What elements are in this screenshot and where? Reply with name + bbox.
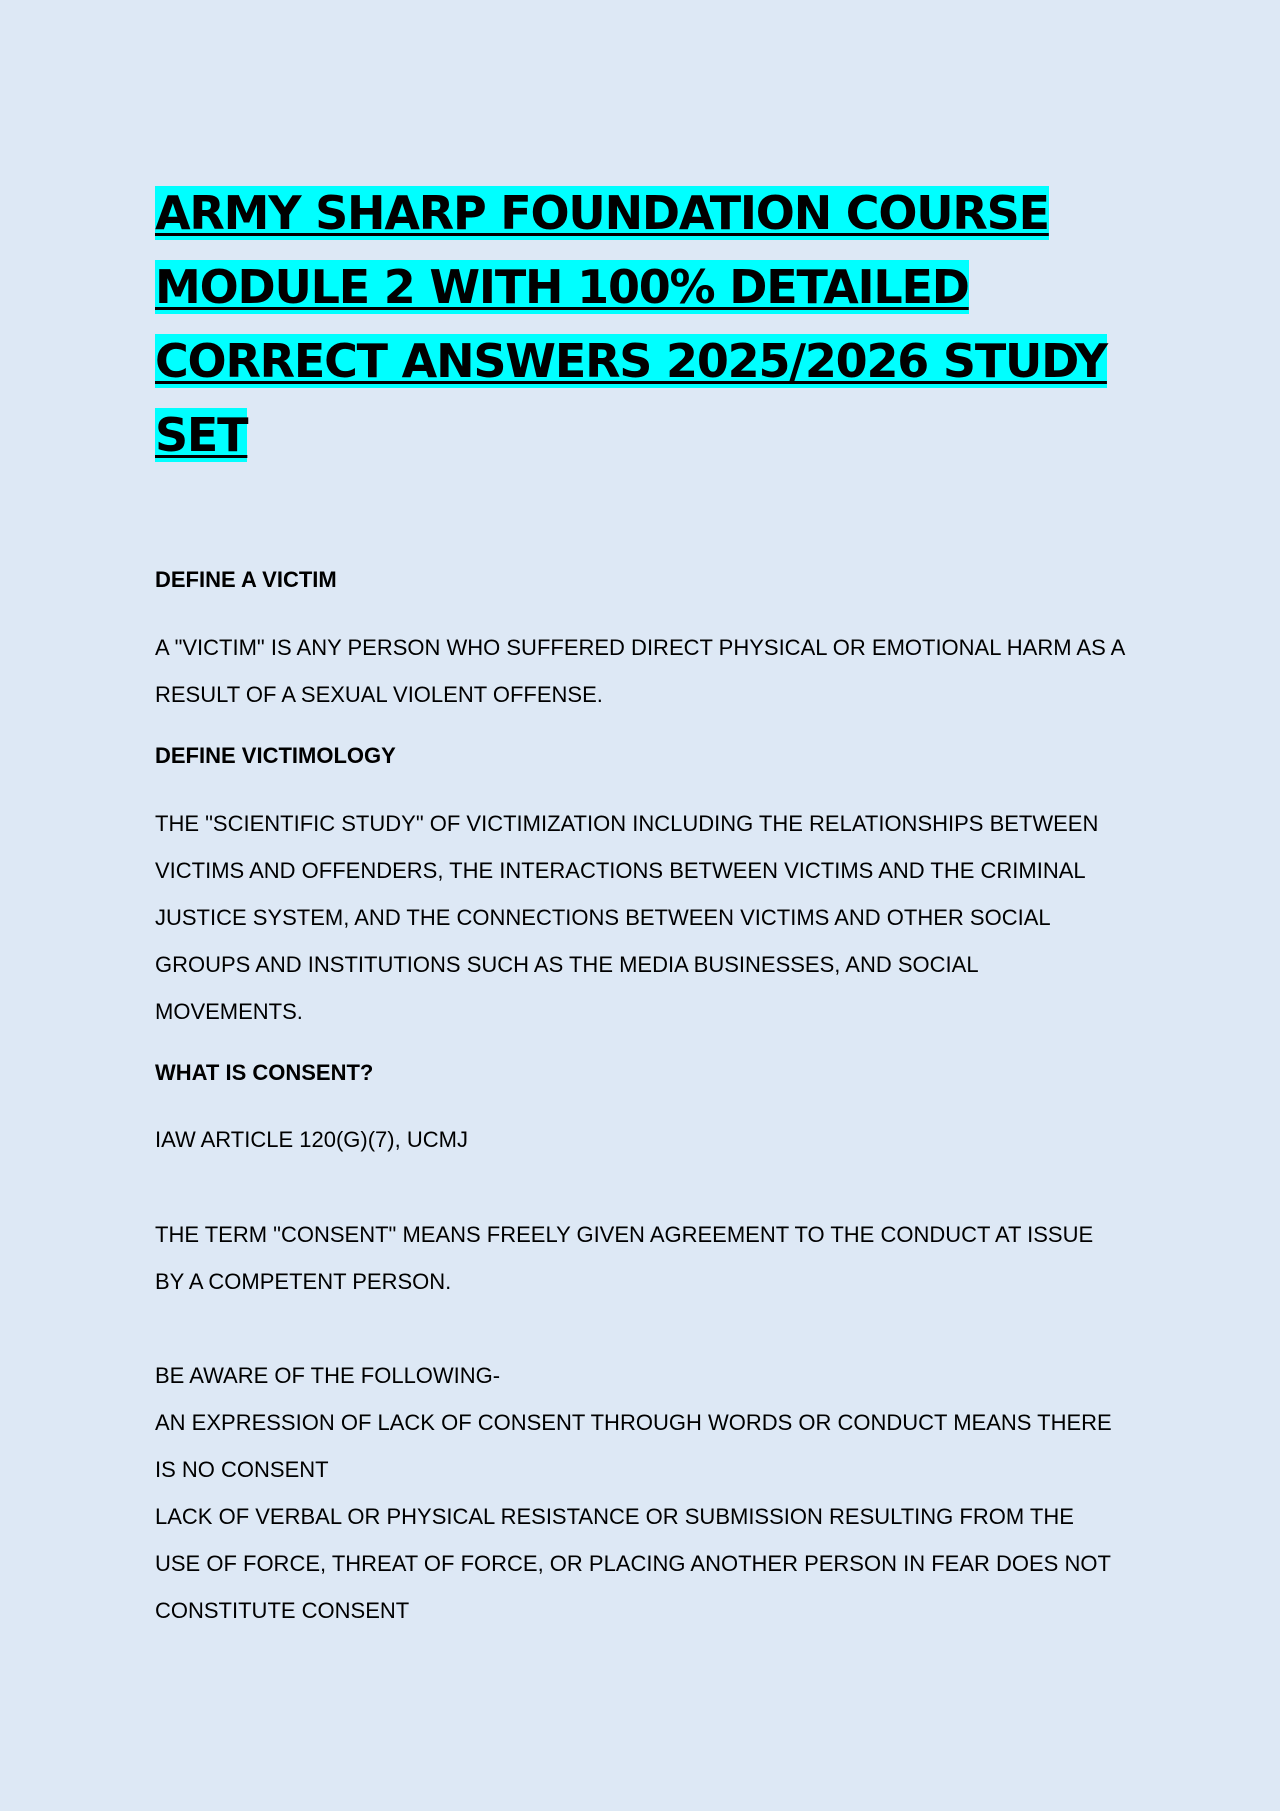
document-title-text: ARMY SHARP FOUNDATION COURSE MODULE 2 WITH 100% DETAILED CORRECT ANSWERS 2025/2026 STUDY SET xyxy=(155,186,1107,462)
question-define-victim: DEFINE A VICTIM xyxy=(155,567,337,592)
answer-consent-reference: IAW ARTICLE 120(G)(7), UCMJ xyxy=(155,1127,468,1152)
document-title xyxy=(155,176,1125,472)
question-define-victimology: DEFINE VICTIMOLOGY xyxy=(155,743,396,768)
consent-aware-point-1: AN EXPRESSION OF LACK OF CONSENT THROUGH WORDS OR CONDUCT MEANS THERE IS NO CONSENT xyxy=(155,1410,1112,1482)
answer-consent-definition: THE TERM "CONSENT" MEANS FREELY GIVEN AGREEMENT TO THE CONDUCT AT ISSUE BY A COMPETENT PERSON. xyxy=(155,1222,1094,1294)
question-what-is-consent: WHAT IS CONSENT? xyxy=(155,1060,374,1085)
answer-define-victim: A "VICTIM" IS ANY PERSON WHO SUFFERED DIRECT PHYSICAL OR EMOTIONAL HARM AS A RESULT OF A SEXUAL VIOLENT OFFENSE. xyxy=(155,635,1125,707)
answer-define-victimology: THE "SCIENTIFIC STUDY" OF VICTIMIZATION INCLUDING THE RELATIONSHIPS BETWEEN VICTIMS AND OFFENDERS, THE INTERACTIONS BETWEEN VICTIMS AND THE CRIMINAL JUSTICE SYSTEM, AND THE CONNECTIONS BETWEEN VICTIMS AND OTHER SOCIAL GROUPS AND INSTITUTIONS SUCH AS THE MEDIA BUSINESSES, AND SOCIAL MOVEMENTS. xyxy=(155,811,1099,1024)
consent-aware-point-2: LACK OF VERBAL OR PHYSICAL RESISTANCE OR SUBMISSION RESULTING FROM THE USE OF FORCE, THREAT OF FORCE, OR PLACING ANOTHER PERSON IN FEAR DOES NOT CONSTITUTE CONSENT xyxy=(155,1504,1111,1623)
consent-aware-heading: BE AWARE OF THE FOLLOWING- xyxy=(155,1363,501,1388)
document-content xyxy=(155,176,1125,1634)
